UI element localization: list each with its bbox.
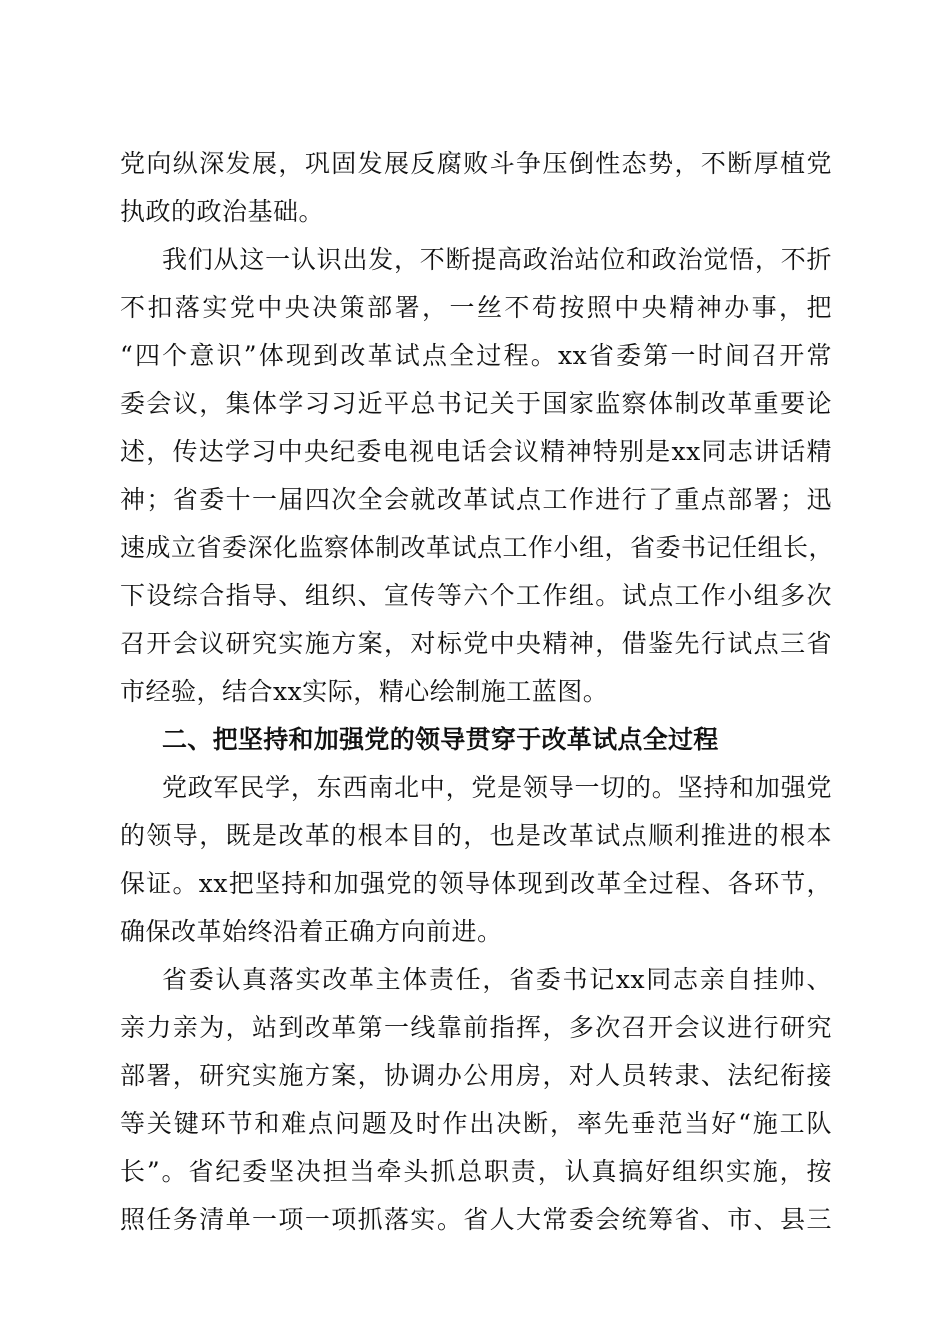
text-line: 不扣落实党中央决策部署，一丝不苟按照中央精神办事，把 xyxy=(120,293,832,322)
text-line: 执政的政治基础。 xyxy=(120,197,325,226)
text-line: 党政军民学，东西南北中，党是领导一切的。坚持和加强党 xyxy=(162,773,832,802)
text-line: 神；省委十一届四次全会就改革试点工作进行了重点部署；迅 xyxy=(120,485,832,514)
text-line: 省委认真落实改革主体责任，省委书记xx同志亲自挂帅、 xyxy=(162,965,832,994)
text-line: “四个意识”体现到改革试点全过程。xx省委第一时间召开常 xyxy=(120,341,832,370)
text-line: 等关键环节和难点问题及时作出决断，率先垂范当好“施工队 xyxy=(120,1109,832,1138)
text-line: 的领导，既是改革的根本目的，也是改革试点顺利推进的根本 xyxy=(120,821,832,850)
text-line: 照任务清单一项一项抓落实。省人大常委会统筹省、市、县三 xyxy=(120,1205,832,1234)
text-line: 速成立省委深化监察体制改革试点工作小组，省委书记任组长， xyxy=(120,533,835,562)
text-line: 市经验，结合xx实际，精心绘制施工蓝图。 xyxy=(120,677,609,706)
text-line: 述，传达学习中央纪委电视电话会议精神特别是xx同志讲话精 xyxy=(120,437,832,466)
text-line: 下设综合指导、组织、宣传等六个工作组。试点工作小组多次 xyxy=(120,581,832,610)
text-line: 亲力亲为，站到改革第一线靠前指挥，多次召开会议进行研究 xyxy=(120,1013,832,1042)
text-line: 我们从这一认识出发，不断提高政治站位和政治觉悟，不折 xyxy=(162,245,832,274)
text-line: 确保改革始终沿着正确方向前进。 xyxy=(120,917,503,946)
text-line: 保证。xx把坚持和加强党的领导体现到改革全过程、各环节， xyxy=(120,869,832,898)
text-line: 委会议，集体学习习近平总书记关于国家监察体制改革重要论 xyxy=(120,389,832,418)
text-line: 召开会议研究实施方案，对标党中央精神，借鉴先行试点三省 xyxy=(120,629,832,658)
text-line: 党向纵深发展，巩固发展反腐败斗争压倒性态势，不断厚植党 xyxy=(120,149,832,178)
section-heading: 二、把坚持和加强党的领导贯穿于改革试点全过程 xyxy=(162,725,719,754)
text-line: 长”。省纪委坚决担当牵头抓总职责，认真搞好组织实施，按 xyxy=(120,1157,832,1186)
text-line: 部署，研究实施方案，协调办公用房，对人员转隶、法纪衔接 xyxy=(120,1061,832,1090)
